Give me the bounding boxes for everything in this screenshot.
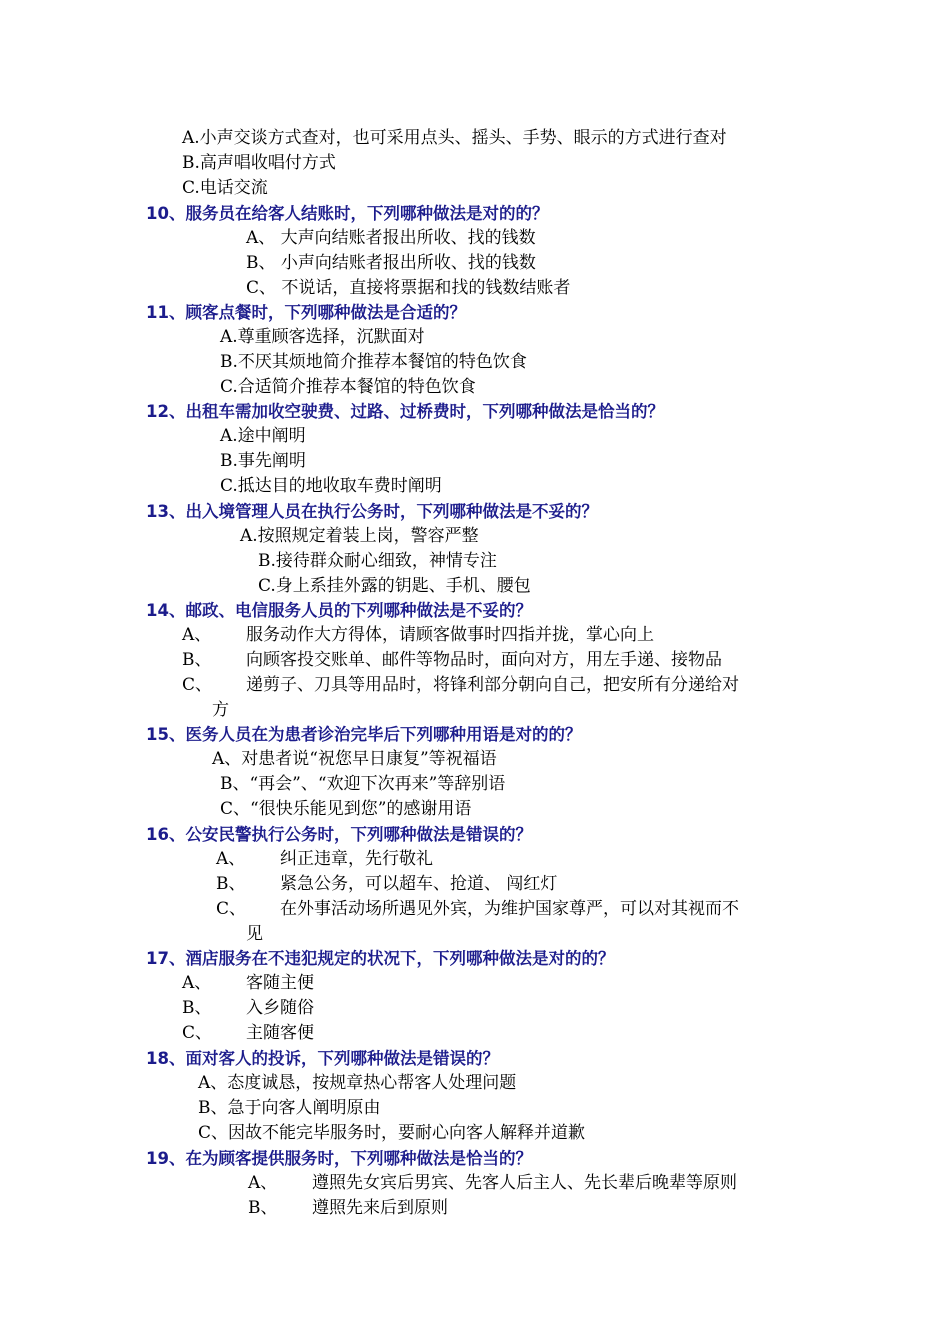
question-13: 13、出入境管理人员在执行公务时，下列哪种做法是不妥的？ xyxy=(146,502,598,521)
q17-option-c-marker: C、 xyxy=(182,1023,213,1043)
q19-option-b-marker: B、 xyxy=(248,1198,278,1218)
q12-option-b: B.事先阐明 xyxy=(220,451,306,471)
question-12: 12、出租车需加收空驶费、过路、过桥费时，下列哪种做法是恰当的？ xyxy=(146,402,664,421)
q15-option-b: B、“再会”、“欢迎下次再来”等辞别语 xyxy=(220,774,506,794)
q9-option-b: B.高声唱收唱付方式 xyxy=(182,153,336,173)
q16-option-a-marker: A、 xyxy=(216,849,246,869)
q11-option-b: B.不厌其烦地简介推荐本餐馆的特色饮食 xyxy=(220,352,527,372)
q17-option-a-marker: A、 xyxy=(182,973,212,993)
question-11: 11、顾客点餐时，下列哪种做法是合适的？ xyxy=(146,303,466,322)
q19-option-a-marker: A、 xyxy=(248,1173,278,1193)
question-18: 18、面对客人的投诉，下列哪种做法是错误的？ xyxy=(146,1049,499,1068)
q16-option-c-text: 在外事活动场所遇见外宾，为维护国家尊严，可以对其视而不 xyxy=(280,899,739,919)
q10-option-a: A、 大声向结账者报出所收、找的钱数 xyxy=(246,228,536,248)
q18-option-c: C、因故不能完毕服务时，要耐心向客人解释并道歉 xyxy=(198,1123,586,1143)
q14-option-a-marker: A、 xyxy=(182,625,212,645)
q13-option-b: B.接待群众耐心细致，神情专注 xyxy=(258,551,497,571)
q12-option-c: C.抵达目的地收取车费时阐明 xyxy=(220,476,442,496)
q17-option-a-text: 客随主便 xyxy=(246,973,314,993)
q10-option-c: C、 不说话，直接将票据和找的钱数结账者 xyxy=(246,278,571,298)
q14-option-c-text: 递剪子、刀具等用品时，将锋利部分朝向自己，把安所有分递给对 xyxy=(246,675,739,695)
q18-option-b: B、急于向客人阐明原由 xyxy=(198,1098,381,1118)
q11-option-c: C.合适简介推荐本餐馆的特色饮食 xyxy=(220,377,476,397)
q12-option-a: A.途中阐明 xyxy=(220,426,306,446)
question-19: 19、在为顾客提供服务时，下列哪种做法是恰当的？ xyxy=(146,1149,532,1168)
q17-option-c-text: 主随客便 xyxy=(246,1023,314,1043)
q15-option-c: C、“很快乐能见到您”的感谢用语 xyxy=(220,799,472,819)
q9-option-c: C.电话交流 xyxy=(182,178,268,198)
q16-option-c-marker: C、 xyxy=(216,899,247,919)
question-16: 16、公安民警执行公务时，下列哪种做法是错误的？ xyxy=(146,825,532,844)
q16-option-b-marker: B、 xyxy=(216,874,246,894)
q16-option-b-text: 紧急公务，可以超车、抢道、 闯红灯 xyxy=(280,874,558,894)
q17-option-b-marker: B、 xyxy=(182,998,212,1018)
q19-option-a-text: 遵照先女宾后男宾、先客人后主人、先长辈后晚辈等原则 xyxy=(312,1173,737,1193)
q14-option-c-continued: 方 xyxy=(212,700,229,720)
q15-option-a: A、对患者说“祝您早日康复”等祝福语 xyxy=(212,749,497,769)
q17-option-b-text: 入乡随俗 xyxy=(246,998,314,1018)
q11-option-a: A.尊重顾客选择，沉默面对 xyxy=(220,327,425,347)
question-15: 15、医务人员在为患者诊治完毕后下列哪种用语是对的的？ xyxy=(146,725,582,744)
question-14: 14、邮政、电信服务人员的下列哪种做法是不妥的？ xyxy=(146,601,532,620)
q19-option-b-text: 遵照先来后到原则 xyxy=(312,1198,448,1218)
q18-option-a: A、态度诚恳，按规章热心帮客人处理问题 xyxy=(198,1073,517,1093)
q13-option-a: A.按照规定着装上岗，警容严整 xyxy=(240,526,479,546)
q14-option-c-marker: C、 xyxy=(182,675,213,695)
q14-option-a-text: 服务动作大方得体，请顾客做事时四指并拢，掌心向上 xyxy=(246,625,654,645)
q13-option-c: C.身上系挂外露的钥匙、手机、腰包 xyxy=(258,576,531,596)
q16-option-c-continued: 见 xyxy=(246,924,263,944)
question-17: 17、酒店服务在不违犯规定的状况下，下列哪种做法是对的的？ xyxy=(146,949,615,968)
q16-option-a-text: 纠正违章，先行敬礼 xyxy=(280,849,433,869)
question-10: 10、服务员在给客人结账时，下列哪种做法是对的的？ xyxy=(146,204,549,223)
q14-option-b-marker: B、 xyxy=(182,650,212,670)
q14-option-b-text: 向顾客投交账单、邮件等物品时，面向对方，用左手递、接物品 xyxy=(246,650,722,670)
q10-option-b: B、 小声向结账者报出所收、找的钱数 xyxy=(246,253,536,273)
q9-option-a: A.小声交谈方式查对，也可采用点头、摇头、手势、眼示的方式进行查对 xyxy=(182,128,727,148)
